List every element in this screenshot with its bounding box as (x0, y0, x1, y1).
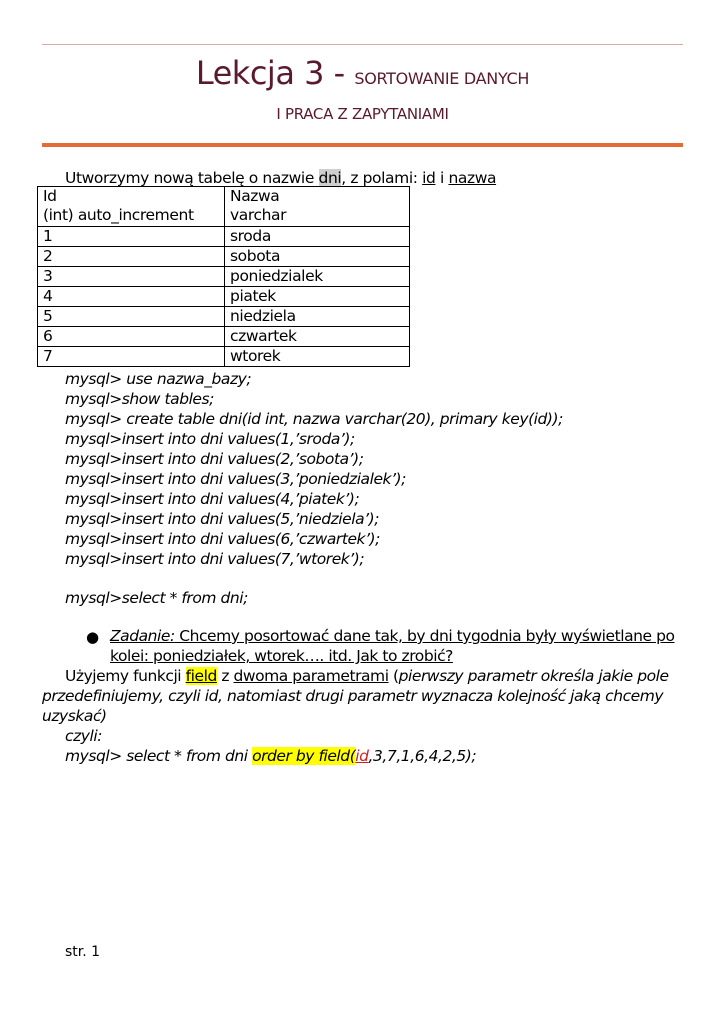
title-main: Lekcja 3 - (195, 54, 355, 92)
page-title (0, 54, 725, 92)
intro-text-3: i (435, 169, 449, 187)
intro-field-nazwa: nazwa (448, 169, 497, 187)
intro-text-2: , z polami: (341, 169, 423, 187)
title-subtitle: SORTOWANIE DANYCH (354, 69, 530, 88)
table-cell-nazwa: wtorek (225, 347, 410, 367)
final-query-highlight: order by field (252, 747, 350, 765)
header-top-rule (42, 44, 683, 45)
table-cell-id: 7 (38, 347, 225, 367)
days-table (37, 186, 410, 367)
bullet-icon: ● (86, 628, 100, 646)
intro-field-id: id (422, 169, 436, 187)
function-name-field: field (185, 667, 217, 685)
czyli-label: czyli: (65, 727, 102, 745)
table-row (38, 287, 410, 307)
final-query-prefix: mysql> select * from dni (65, 747, 253, 765)
explanation-text-2: z (216, 667, 234, 685)
code-line: mysql>show tables; (65, 390, 214, 408)
explanation-params: dwoma parametrami (233, 667, 389, 685)
table-cell-nazwa: sroda (225, 227, 410, 247)
code-line: mysql> create table dni(id int, nazwa varchar(20), primary key(id)); (65, 410, 563, 428)
table-header-row (38, 187, 410, 227)
header-nazwa-type: varchar (230, 206, 287, 224)
final-query-open-paren: ( (349, 747, 356, 765)
table-cell-id: 2 (38, 247, 225, 267)
intro-text-1: Utworzymy nową tabelę o nazwie (65, 169, 319, 187)
table-row (38, 267, 410, 287)
table-cell-nazwa: czwartek (225, 327, 410, 347)
explanation-text-3: ( (388, 667, 399, 685)
code-line: mysql>insert into dni values(5,’niedziela’); (65, 510, 379, 528)
code-line: mysql>insert into dni values(1,’sroda’); (65, 430, 355, 448)
explanation-text-1: Użyjemy funkcji (65, 667, 186, 685)
header-id-name: Id (43, 187, 57, 205)
table-header-cell-id (38, 187, 225, 227)
code-block (65, 369, 563, 569)
final-query-red-id: id (355, 747, 369, 765)
table-cell-id: 4 (38, 287, 225, 307)
task-label: Zadanie: (110, 627, 175, 645)
table-cell-nazwa: sobota (225, 247, 410, 267)
table-row (38, 327, 410, 347)
code-line: mysql> use nazwa_bazy; (65, 370, 252, 388)
code-line: mysql>insert into dni values(4,’piatek’); (65, 490, 360, 508)
select-all-query: mysql>select * from dni; (65, 589, 248, 607)
intro-table-name: dni (318, 169, 342, 187)
code-line: mysql>insert into dni values(7,’wtorek’); (65, 550, 365, 568)
intro-sentence (65, 168, 496, 188)
code-line: mysql>insert into dni values(3,’poniedzialek’); (65, 470, 406, 488)
table-cell-id: 3 (38, 267, 225, 287)
table-cell-nazwa: niedziela (225, 307, 410, 327)
table-row (38, 347, 410, 367)
table-row (38, 247, 410, 267)
table-cell-nazwa: poniedzialek (225, 267, 410, 287)
table-header-cell-nazwa (225, 187, 410, 227)
code-line: mysql>insert into dni values(6,’czwartek’); (65, 530, 380, 548)
code-line: mysql>insert into dni values(2,’sobota’); (65, 450, 364, 468)
table-cell-id: 5 (38, 307, 225, 327)
table-cell-id: 6 (38, 327, 225, 347)
table-row (38, 227, 410, 247)
table-row (38, 307, 410, 327)
title-underline-rule (42, 143, 683, 147)
page-number: str. 1 (65, 944, 101, 960)
header-nazwa-name: Nazwa (230, 187, 280, 205)
explanation-italic: pierwszy parametr określa jakie pole przedefiniujemy, czyli id, natomiast drugi parametr wyznacza kolejność jaką chcemy uzyskać) (42, 667, 669, 725)
final-query (65, 746, 476, 766)
title-line-2: I PRACA Z ZAPYTANIAMI (276, 105, 449, 123)
final-query-suffix: ,3,7,1,6,4,2,5); (368, 747, 477, 765)
table-cell-id: 1 (38, 227, 225, 247)
table-cell-nazwa: piatek (225, 287, 410, 307)
task-text: Chcemy posortować dane tak, by dni tygodnia były wyświetlane po kolei: poniedziałek, wtorek…. itd. Jak to zrobić? (110, 627, 675, 665)
explanation-paragraph (42, 666, 687, 726)
task-statement (110, 626, 680, 666)
header-id-type: (int) auto_increment (43, 206, 194, 224)
